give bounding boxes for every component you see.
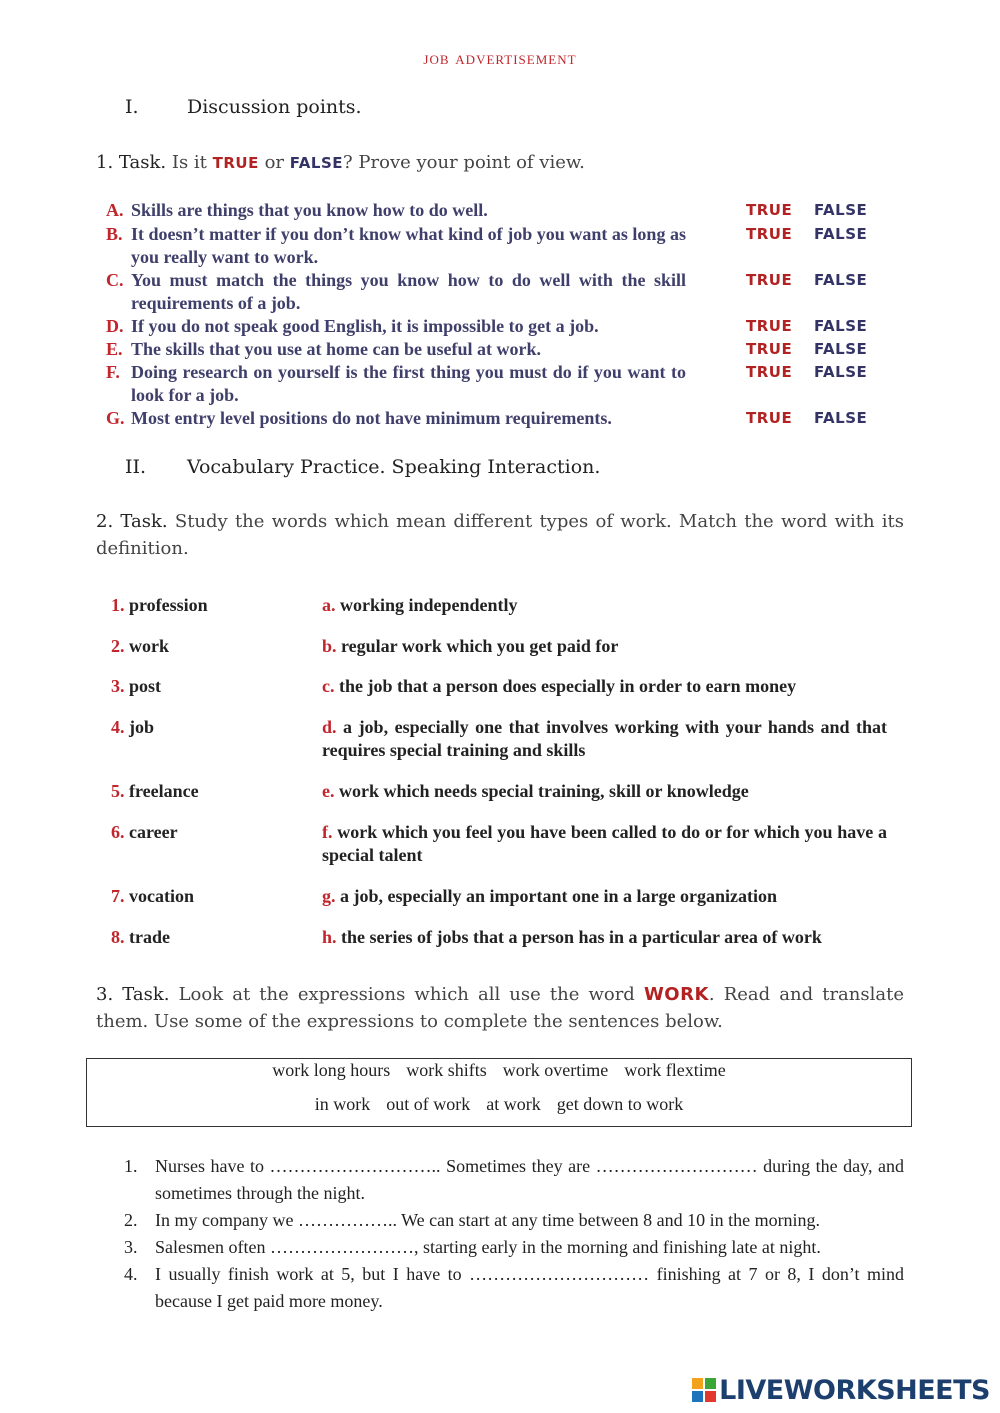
vocab-word [111,594,311,617]
vocab-definition [322,594,887,617]
definition-letter: d. [322,717,337,737]
expression-item: work flextime [624,1060,726,1080]
vocab-number: 7. [111,886,125,906]
task-2-instruction [96,508,904,562]
vocab-word [111,780,311,803]
definition-letter: a. [322,595,336,615]
expression-item: work long hours [272,1060,391,1080]
tf-item-statement: Most entry level positions do not have minimum requirements. [131,408,612,428]
vocab-word [111,716,311,739]
false-option[interactable]: FALSE [814,340,868,358]
task-3-pre: Look at the expressions which all use the word [178,984,635,1005]
definition-text: regular work which you get paid for [341,636,619,656]
vocab-word-text: trade [129,927,170,947]
logo-mark-icon [692,1378,716,1402]
expression-item: in work [314,1094,371,1114]
tf-item-letter: C. [106,270,124,290]
definition-text: the job that a person does especially in order to earn money [339,676,797,696]
vocab-word [111,885,311,908]
vocab-word-text: profession [129,595,208,615]
vocab-number: 6. [111,822,125,842]
section-2-text: Vocabulary Practice. Speaking Interaction. [187,456,601,478]
task-1-instruction [96,149,904,177]
true-option[interactable]: TRUE [746,201,793,219]
vocab-word-text: vocation [129,886,194,906]
tf-item-statement: It doesn’t matter if you don’t know what kind of job you want as long as you really want to work. [131,224,686,267]
expression-item: work overtime [502,1060,609,1080]
tf-item-statement: Doing research on yourself is the first thing you must do if you want to look for a job. [131,362,686,405]
task-3-keyword: WORK [643,984,709,1005]
expressions-line-2 [87,1094,911,1115]
false-option[interactable]: FALSE [814,225,868,243]
task-2-text: Study the words which mean different types of work. Match the word with its definition. [96,511,904,559]
page-title: job advertisement [423,48,577,69]
sentence-number: 2. [124,1210,138,1230]
tf-item-statement: The skills that you use at home can be useful at work. [131,339,542,359]
sentence-number: 4. [124,1264,138,1284]
section-2-number: II. [125,456,147,478]
tf-item-statement: You must match the things you know how to do well with the skill requirements of a job. [131,270,686,313]
expression-item: work shifts [406,1060,487,1080]
logo-text: LIVEWORKSHEETS [719,1374,990,1406]
false-option[interactable]: FALSE [814,271,868,289]
vocab-definition [322,780,887,803]
true-option[interactable]: TRUE [746,271,793,289]
true-option[interactable]: TRUE [746,409,793,427]
logo-square [705,1391,716,1402]
vocab-word-text: job [129,717,155,737]
vocab-word-text: work [129,636,169,656]
task-1-or: or [264,152,285,173]
vocab-definition [322,716,887,762]
task-2-label: 2. Task. [96,511,168,532]
definition-letter: h. [322,927,337,947]
section-1-text: Discussion points. [187,96,362,118]
vocab-word [111,821,311,844]
task-1-pre: Is it [171,152,207,173]
definition-text: work which needs special training, skill or knowledge [339,781,749,801]
sentence-text: Salesmen often ……………………, starting early in the morning and finishing late at night. [155,1237,821,1257]
vocab-number: 2. [111,636,125,656]
expression-item: at work [486,1094,541,1114]
sentence-text: I usually finish work at 5, but I have to ………………………… finishing at 7 or 8, I don’t mind because I get paid more money. [155,1264,904,1311]
task-1-label: 1. Task. [96,152,167,173]
vocab-word [111,675,311,698]
tf-item-letter: G. [106,408,125,428]
vocab-definition [322,635,887,658]
vocab-number: 5. [111,781,125,801]
vocab-word-text: freelance [129,781,199,801]
definition-letter: e. [322,781,335,801]
vocab-number: 1. [111,595,125,615]
sentence-text: In my company we …………….. We can start at any time between 8 and 10 in the morning. [155,1210,821,1230]
vocab-number: 3. [111,676,125,696]
vocab-definition [322,821,887,867]
vocab-word-text: career [129,822,178,842]
vocab-word [111,926,311,949]
definition-letter: g. [322,886,336,906]
definition-letter: b. [322,636,337,656]
definition-text: a job, especially an important one in a large organization [340,886,777,906]
vocab-definition [322,675,887,698]
true-option[interactable]: TRUE [746,225,793,243]
logo-square [692,1391,703,1402]
true-option[interactable]: TRUE [746,340,793,358]
tf-item-letter: B. [106,224,123,244]
definition-letter: f. [322,822,333,842]
false-option[interactable]: FALSE [814,201,868,219]
liveworksheets-logo [692,1375,990,1405]
true-option[interactable]: TRUE [746,363,793,381]
false-option[interactable]: FALSE [814,317,868,335]
vocab-number: 4. [111,717,125,737]
task-3-instruction [96,981,904,1035]
task-1-true-word: TRUE [212,154,259,172]
true-option[interactable]: TRUE [746,317,793,335]
logo-square [705,1378,716,1389]
task-1-false-word: FALSE [289,154,344,172]
definition-text: working independently [340,595,518,615]
expressions-line-1 [87,1060,911,1081]
task-1-post: ? Prove your point of view. [343,152,585,173]
tf-item-letter: E. [106,339,123,359]
sentence-number: 1. [124,1156,138,1176]
vocab-definition [322,926,887,949]
sentence-number: 3. [124,1237,138,1257]
task-3-post: . Read and translate them. Use some of the expressions to complete the sentences below. [96,984,904,1032]
sentence-text: Nurses have to ……………………….. Sometimes they are ……………………… during the day, and sometimes through the night. [155,1156,904,1203]
definition-letter: c. [322,676,335,696]
expression-item: out of work [386,1094,471,1114]
expressions-box [86,1058,912,1127]
vocab-word-text: post [129,676,162,696]
tf-item-statement: If you do not speak good English, it is impossible to get a job. [131,316,599,336]
expression-item: get down to work [556,1094,684,1114]
false-option[interactable]: FALSE [814,409,868,427]
tf-item-statement: Skills are things that you know how to do well. [131,200,488,220]
section-1-number: I. [125,96,139,118]
vocab-definition [322,885,887,908]
tf-item-letter: A. [106,200,124,220]
definition-text: a job, especially one that involves working with your hands and that requires special training and skills [322,717,888,760]
definition-text: work which you feel you have been called to do or for which you have a special talent [322,822,887,865]
section-2-heading [125,456,600,478]
false-option[interactable]: FALSE [814,363,868,381]
task-3-label: 3. Task. [96,984,170,1005]
definition-text: the series of jobs that a person has in a particular area of work [341,927,822,947]
section-1-heading [125,96,362,118]
tf-item-letter: D. [106,316,124,336]
vocab-number: 8. [111,927,125,947]
vocab-word [111,635,311,658]
logo-square [692,1378,703,1389]
tf-item-letter: F. [106,362,120,382]
